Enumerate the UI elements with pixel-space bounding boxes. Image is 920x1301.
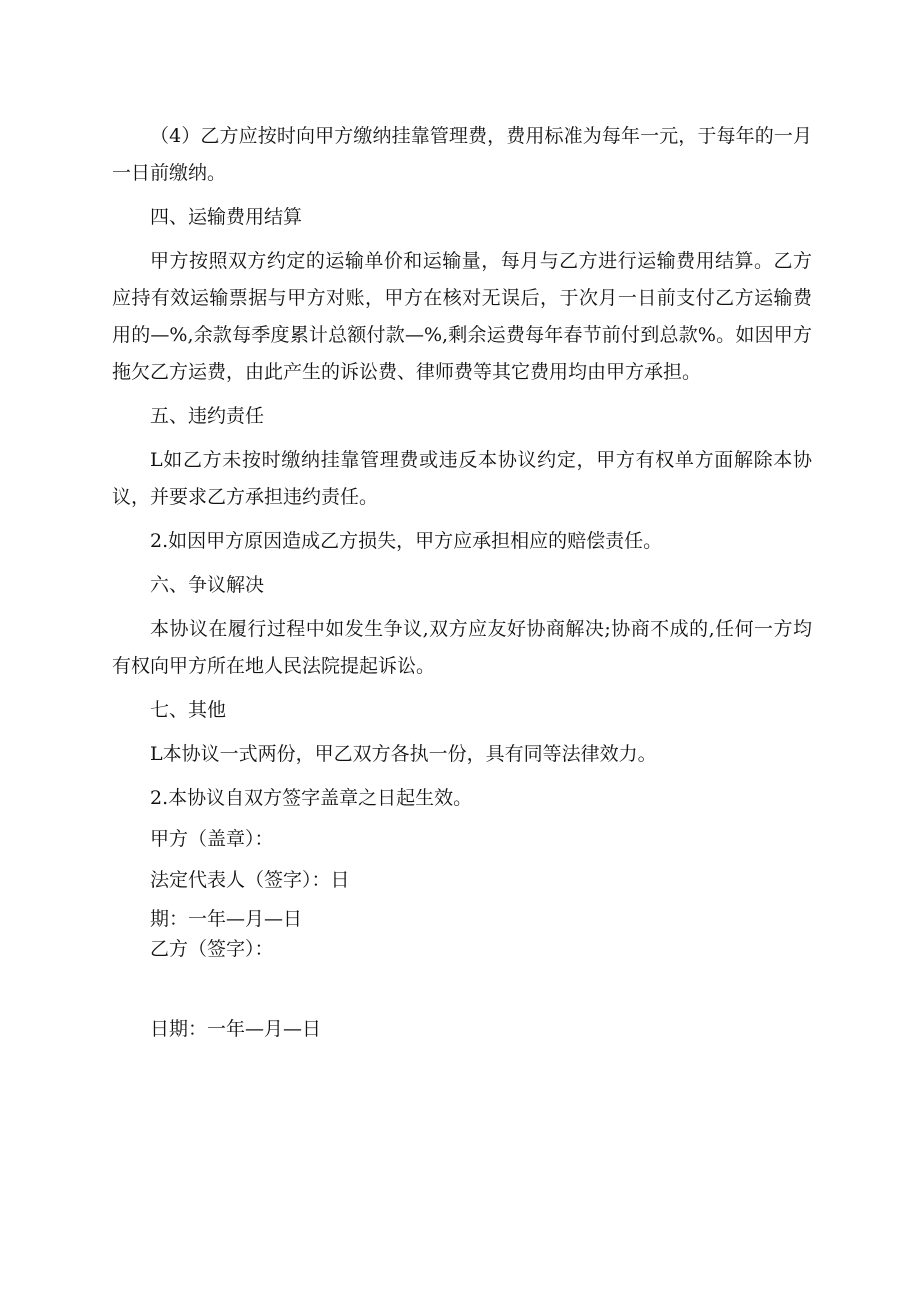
- signature-legal-representative: 法定代表人（签字）：日: [150, 869, 350, 891]
- paragraph-other-1: L本协议一式两份，甲乙双方各执一份，具有同等法律效力。: [150, 743, 657, 765]
- section-heading-liability: 五、违约责任: [150, 405, 265, 427]
- signature-party-a: 甲方（盖章）：: [150, 828, 274, 850]
- section-heading-dispute-resolution: 六、争议解决: [150, 574, 265, 596]
- paragraph-transport-fee-settlement: 甲方按照双方约定的运输单价和运输量，每月与乙方进行运输费用结算。乙方应持有效运输票据与甲方对账，甲方在核对无误后，于次月一日前支付乙方运输费用的—%,余款每季度累计总额付款—%,剩余运费每年春节前付到总款%。如因甲方拖欠乙方运费，由此产生的诉讼费、律师费等其它费用均由甲方承担。: [112, 250, 812, 383]
- paragraph-other-2: 2.本协议自双方签字盖章之日起生效。: [150, 787, 473, 809]
- section-heading-other: 七、其他: [150, 699, 227, 721]
- signature-date-a: 期：一年—月—日: [150, 908, 303, 930]
- paragraph-liability-2: 2.如因甲方原因造成乙方损失，甲方应承担相应的赔偿责任。: [150, 530, 663, 552]
- signature-party-b: 乙方（签字）：: [150, 938, 274, 960]
- document-body: [112, 118, 812, 817]
- paragraph-dispute-resolution: 本协议在履行过程中如发生争议,双方应友好协商解决;协商不成的,任何一方均有权向甲方所在地人民法院提起诉讼。: [112, 618, 812, 677]
- paragraph-liability-1: L如乙方未按时缴纳挂靠管理费或违反本协议约定，甲方有权单方面解除本协议，并要求乙方承担违约责任。: [112, 449, 812, 508]
- signature-date-b: 日期：一年—月—日: [150, 1018, 322, 1040]
- clause-4-management-fee: （4）乙方应按时向甲方缴纳挂靠管理费，费用标准为每年一元，于每年的一月一日前缴纳。: [112, 125, 812, 184]
- section-heading-transport-fee-settlement: 四、运输费用结算: [150, 206, 303, 228]
